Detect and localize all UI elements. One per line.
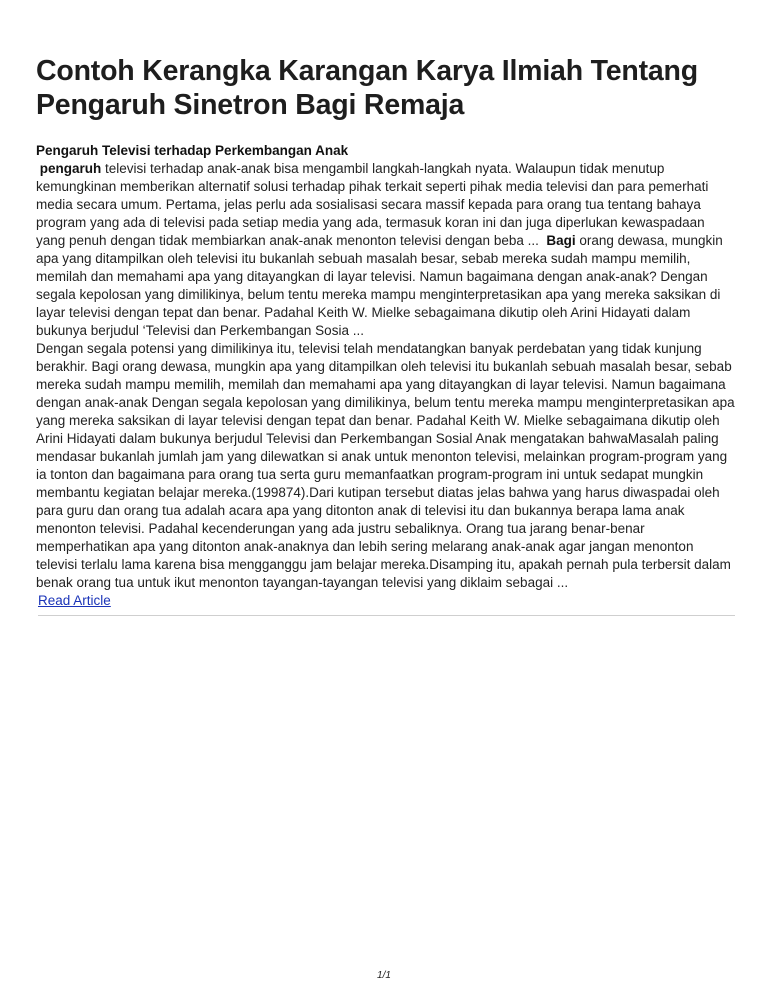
read-article-link[interactable]: Read Article <box>38 593 111 608</box>
excerpt-1-text-b: orang dewasa, mungkin apa yang ditampilkan oleh televisi itu bukanlah sebuah masalah besar, sebab mereka sudah mampu memilih, memilah dan memahami apa yang ditayangkan di layar televisi. Namun bagaimana dengan anak-anak? Dengan segala kepolosan yang dimilikinya, belum tentu mereka mampu menginterpretasikan apa yang mereka saksikan di layar televisi dengan tepat dan benar. Padahal Keith W. Mielke sebagaimana dikutip oleh Arini Hidayati dalam bukunya berjudul ‘Televisi dan Perkembangan Sosia ... <box>36 233 723 338</box>
divider <box>38 615 735 616</box>
page-title: Contoh Kerangka Karangan Karya Ilmiah Tentang Pengaruh Sinetron Bagi Remaja <box>36 55 698 121</box>
page-number: 1/1 <box>377 970 391 981</box>
document-page <box>36 54 736 624</box>
bold-keyword-bagi: Bagi <box>546 233 576 248</box>
bold-keyword-pengaruh: pengaruh <box>39 161 102 176</box>
article-excerpt-2: Dengan segala potensi yang dimilikinya itu, televisi telah mendatangkan banyak perdebatan yang tidak kunjung berakhir. Bagi orang dewasa, mungkin apa yang ditampilkan oleh televisi itu bukanlah sebuah masalah besar, sebab mereka sudah mampu memilih, memilah dan memahami apa yang ditayangkan di layar televisi. Namun bagaimana dengan anak-anak Dengan segala kepolosan yang dimilikinya, belum tentu mereka mampu menginterpretasikan apa yang mereka saksikan di layar televisi dengan tepat dan benar. Padahal Keith W. Mielke sebagaimana dikutip oleh Arini Hidayati dalam bukunya berjudul Televisi dan Perkembangan Sosial Anak mengatakan bahwaMasalah paling mendasar bukanlah jumlah jam yang dilewatkan si anak untuk menonton televisi, melainkan program-program yang ia tonton dan bagaimana para orang tua serta guru memanfaatkan program-program ini untuk sedapat mungkin membantu kegiatan belajar mereka.(199874).Dari kutipan tersebut diatas jelas bahwa yang harus diwaspadai oleh para guru dan orang tua adalah acara apa yang ditonton anak di televisi itu dan bukannya berapa lama anak menonton televisi. Padahal kecenderungan yang ada justru sebaliknya. Orang tua jarang benar-benar memperhatikan apa yang ditonton anak-anaknya dan lebih sering melarang anak-anak agar jangan menonton televisi terlalu lama karena bisa mengganggu jam belajar mereka.Disamping itu, apakah pernah pula terbersit dalam benak orang tua untuk ikut menonton tayangan-tayangan televisi yang diklaim sebagai ... <box>36 341 735 590</box>
excerpt-1-text-a: televisi terhadap anak-anak bisa mengambil langkah-langkah nyata. Walaupun tidak menutup kemungkinan memberikan alternatif solusi terhadap pihak terkait seperti pihak media televisi dan para pemerhati media secara umum. Pertama, jelas perlu ada sosialisasi secara massif kepada para orang tua tentang bahaya program yang ada di televisi pada setiap media yang ada, termasuk koran ini dan juga diperlukan kewaspadaan yang penuh dengan tidak membiarkan anak-anak menonton televisi dengan beba ... <box>36 161 709 248</box>
article-excerpt-1 <box>36 160 736 340</box>
section-heading: Pengaruh Televisi terhadap Perkembangan Anak <box>36 143 349 158</box>
